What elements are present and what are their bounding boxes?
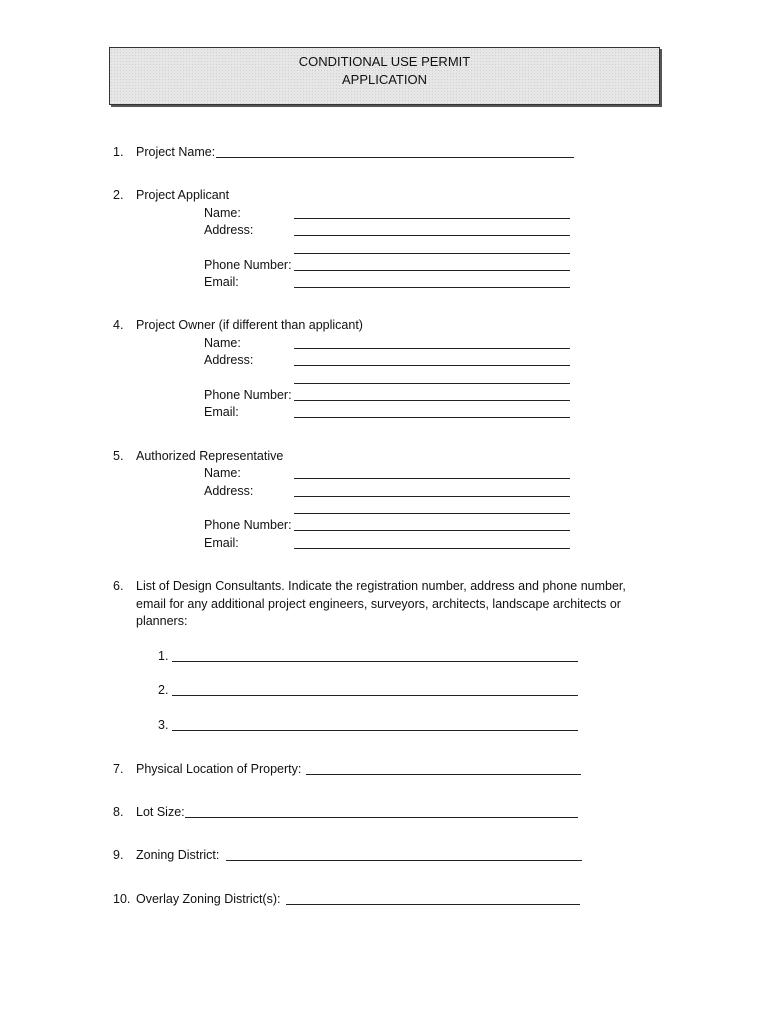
owner-phone-label: Phone Number: bbox=[204, 388, 292, 402]
item-number: 6. bbox=[113, 579, 124, 593]
consultant-entry-number: 3. bbox=[158, 718, 169, 732]
overlay-field[interactable] bbox=[286, 904, 580, 905]
representative-name-field[interactable] bbox=[294, 478, 570, 479]
consultant-entry-field-1[interactable] bbox=[172, 661, 578, 662]
owner-name-field[interactable] bbox=[294, 348, 570, 349]
location-field[interactable] bbox=[306, 774, 581, 775]
project-name-field[interactable] bbox=[216, 157, 574, 158]
project-name-label: Project Name: bbox=[136, 145, 216, 159]
applicant-phone-label: Phone Number: bbox=[204, 258, 292, 272]
form-title-line-1: CONDITIONAL USE PERMIT bbox=[298, 54, 471, 69]
form-title-line-2: APPLICATION bbox=[341, 72, 427, 87]
applicant-heading: Project Applicant bbox=[136, 188, 230, 202]
item-number: 7. bbox=[113, 762, 124, 776]
consultants-instructions-line-3: planners: bbox=[136, 614, 188, 628]
lot-size-label: Lot Size: bbox=[136, 805, 185, 819]
consultant-entry-field-3[interactable] bbox=[172, 730, 578, 731]
applicant-address-label: Address: bbox=[204, 223, 254, 237]
zoning-label: Zoning District: bbox=[136, 848, 220, 862]
applicant-name-label: Name: bbox=[204, 206, 241, 220]
applicant-phone-field[interactable] bbox=[294, 270, 570, 271]
applicant-address-field-2[interactable] bbox=[294, 253, 570, 254]
owner-email-field[interactable] bbox=[294, 417, 570, 418]
consultants-instructions-line-2: email for any additional project engineers, surveyors, architects, landscape architects or bbox=[136, 597, 621, 611]
representative-name-label: Name: bbox=[204, 466, 241, 480]
representative-address-label: Address: bbox=[204, 484, 254, 498]
applicant-name-field[interactable] bbox=[294, 218, 570, 219]
representative-email-field[interactable] bbox=[294, 548, 570, 549]
applicant-email-field[interactable] bbox=[294, 287, 570, 288]
item-number: 9. bbox=[113, 848, 124, 862]
applicant-address-field-1[interactable] bbox=[294, 235, 570, 236]
representative-address-field-1[interactable] bbox=[294, 496, 570, 497]
consultants-instructions-line-1: List of Design Consultants. Indicate the registration number, address and phone number, bbox=[136, 579, 626, 593]
item-number: 8. bbox=[113, 805, 124, 819]
representative-heading: Authorized Representative bbox=[136, 449, 284, 463]
zoning-field[interactable] bbox=[226, 860, 582, 861]
representative-address-field-2[interactable] bbox=[294, 513, 570, 514]
representative-phone-field[interactable] bbox=[294, 530, 570, 531]
item-number: 10. bbox=[113, 892, 131, 906]
owner-heading: Project Owner (if different than applicant) bbox=[136, 318, 363, 332]
representative-phone-label: Phone Number: bbox=[204, 518, 292, 532]
item-number: 1. bbox=[113, 145, 124, 159]
owner-address-field-2[interactable] bbox=[294, 383, 570, 384]
owner-phone-field[interactable] bbox=[294, 400, 570, 401]
lot-size-field[interactable] bbox=[185, 817, 578, 818]
consultant-entry-number: 1. bbox=[158, 649, 169, 663]
overlay-label: Overlay Zoning District(s): bbox=[136, 892, 281, 906]
applicant-email-label: Email: bbox=[204, 275, 239, 289]
owner-address-label: Address: bbox=[204, 353, 254, 367]
consultant-entry-field-2[interactable] bbox=[172, 695, 578, 696]
owner-name-label: Name: bbox=[204, 336, 241, 350]
representative-email-label: Email: bbox=[204, 536, 239, 550]
location-label: Physical Location of Property: bbox=[136, 762, 302, 776]
form-title-box bbox=[109, 47, 660, 105]
item-number: 4. bbox=[113, 318, 124, 332]
owner-address-field-1[interactable] bbox=[294, 365, 570, 366]
owner-email-label: Email: bbox=[204, 405, 239, 419]
item-number: 2. bbox=[113, 188, 124, 202]
item-number: 5. bbox=[113, 449, 124, 463]
consultant-entry-number: 2. bbox=[158, 683, 169, 697]
